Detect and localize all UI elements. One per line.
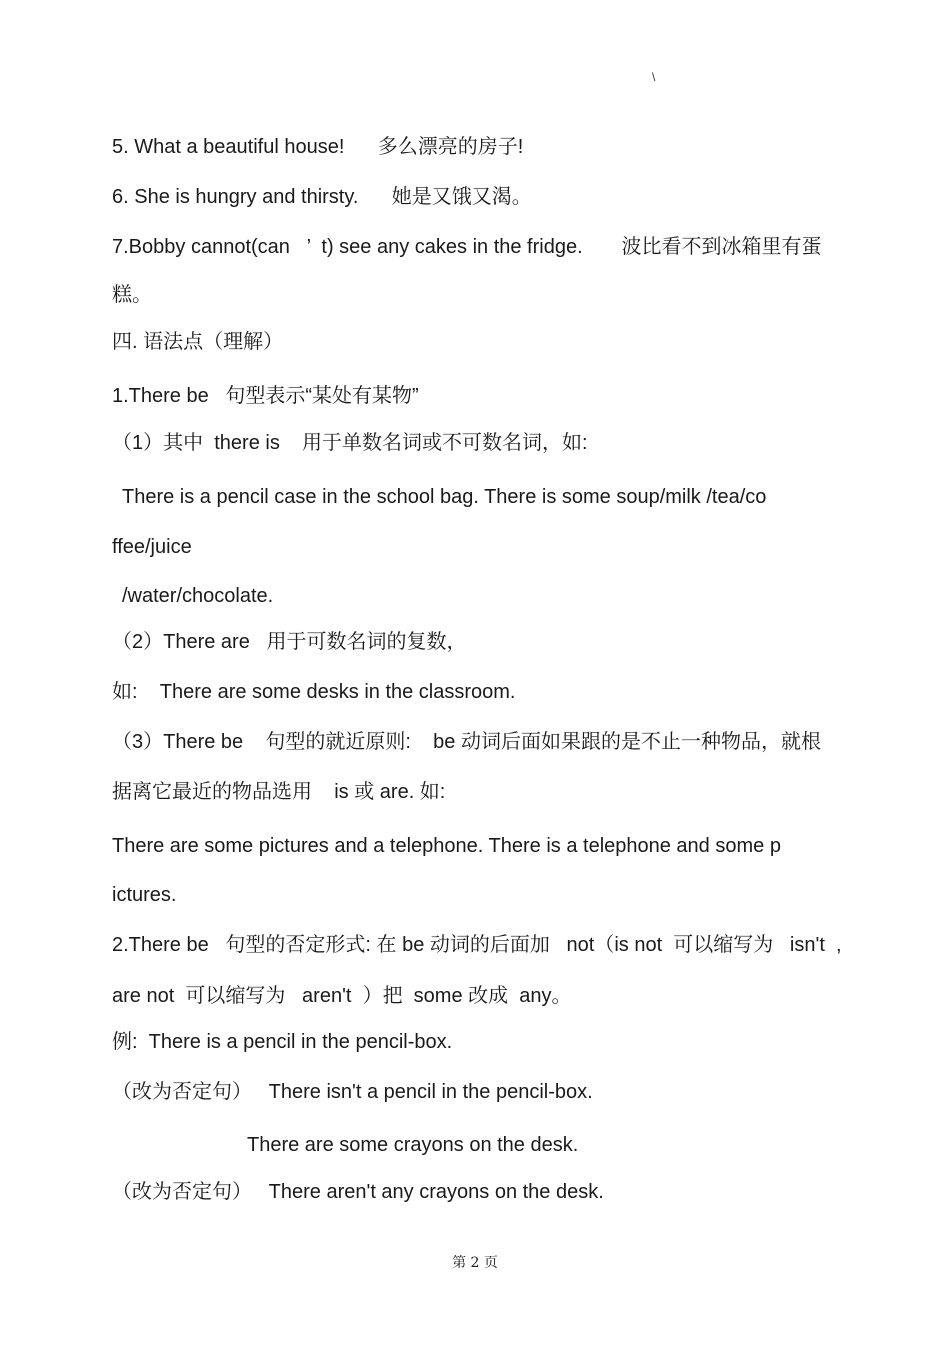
example-line-3: There are some pictures and a telephone. There is a telephone and some p <box>112 835 781 857</box>
text-line-6: 6. She is hungry and thirsty. 她是又饿又渴。 <box>112 186 532 208</box>
example-line-4: 例: There is a pencil in the pencil-box. <box>112 1031 453 1053</box>
header-mark: \ <box>652 70 656 84</box>
example-line-1-cont2: /water/chocolate. <box>122 585 274 607</box>
page-number: 第 2 页 <box>452 1255 498 1271</box>
text-line-7-cont: 糕。 <box>112 284 152 306</box>
example-line-5: There are some crayons on the desk. <box>247 1134 579 1156</box>
text-line-7: 7.Bobby cannot(can ’ t) see any cakes in the fridge. 波比看不到冰箱里有蛋 <box>112 236 822 258</box>
section-heading-grammar: 四. 语法点（理解） <box>112 331 284 353</box>
grammar-point-1: 1.There be 句型表示“某处有某物” <box>112 385 419 407</box>
example-line-4-negated: （改为否定句） There isn't a pencil in the pencil-box. <box>112 1081 593 1103</box>
example-line-1: There is a pencil case in the school bag. There is some soup/milk /tea/co <box>122 486 767 508</box>
grammar-point-1-2: （2）There are 用于可数名词的复数， <box>112 631 467 653</box>
example-line-5-negated: （改为否定句） There aren't any crayons on the desk. <box>112 1181 604 1203</box>
grammar-point-1-3: （3）There be 句型的就近原则: be 动词后面如果跟的是不止一种物品，就根 <box>112 731 821 753</box>
grammar-point-1-3-cont: 据离它最近的物品选用 is 或 are. 如: <box>112 781 446 803</box>
grammar-point-2: 2.There be 句型的否定形式: 在 be 动词的后面加 not（is not 可以缩写为 isn't , <box>112 934 842 956</box>
example-line-2: 如: There are some desks in the classroom. <box>112 681 516 703</box>
example-line-3-cont: ictures. <box>112 884 177 906</box>
grammar-point-1-1: （1）其中 there is 用于单数名词或不可数名词，如: <box>112 432 588 454</box>
grammar-point-2-cont: are not 可以缩写为 aren't ）把 some 改成 any。 <box>112 985 572 1007</box>
example-line-1-cont: ffee/juice <box>112 536 192 558</box>
text-line-5: 5. What a beautiful house! 多么漂亮的房子! <box>112 136 524 158</box>
